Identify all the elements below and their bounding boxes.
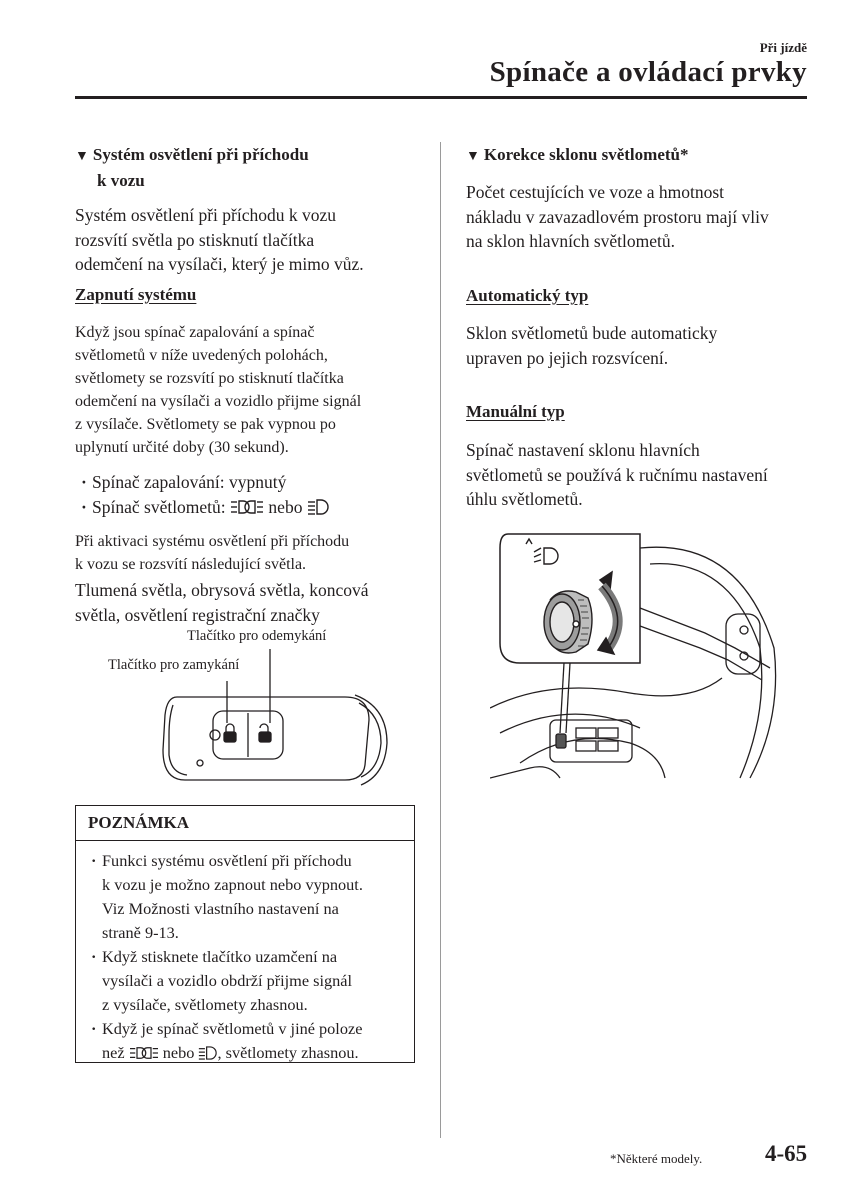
heading-headlight-leveling: ▼ Korekce sklonu světlometů*: [466, 145, 689, 164]
manual-paragraph: Spínač nastavení sklonu hlavních světlometů se používá k ručnímu nastavení úhlu světlometů.: [466, 440, 768, 509]
section-label: Při jízdě: [759, 40, 807, 55]
page-title: Spínače a ovládací prvky: [489, 56, 807, 88]
subheading-activation: Zapnutí systému: [75, 285, 197, 304]
note-box: [75, 805, 415, 1063]
triangle-marker-icon: ▼: [75, 149, 89, 164]
condition-list: [78, 470, 438, 521]
lights-paragraph: Tlumená světla, obrysová světla, koncová světla, osvětlení registrační značky: [75, 580, 369, 625]
label-lock-button: Tlačítko pro zamykání: [108, 657, 240, 673]
intro-paragraph: Systém osvětlení při příchodu k vozu rozsvítí světla po stisknutí tlačítka odemčení na vysílači, který je mimo vůz.: [75, 205, 364, 274]
after-activation-paragraph: Při aktivaci systému osvětlení při příchodu k vozu se rozsvítí následující světla.: [75, 533, 350, 573]
page-number: 4-65: [765, 1141, 808, 1166]
column-divider: [440, 142, 441, 1138]
subheading-automatic: Automatický typ: [466, 286, 589, 305]
activation-paragraph: Když jsou spínač zapalování a spínač světlometů v níže uvedených polohách, světlomety se rozsvítí po stisknutí tlačítka odemčení na vysílači a vozidlo přijme signál z vysílače. Světlomety se pak vypnou po uplynutí určité doby (30 sekund).: [75, 324, 362, 456]
note-item: · Když stisknete tlačítko uzamčení na vysílači a vozidlo obdrží přijme signál z vysílače, světlomety zhasnou.: [88, 945, 406, 1017]
list-item: · Spínač zapalování: vypnutý: [78, 470, 438, 495]
automatic-paragraph: Sklon světlometů bude automaticky upraven po jejich rozsvícení.: [466, 323, 718, 368]
subheading-manual: Manuální typ: [466, 402, 565, 421]
unlock-icon: [259, 724, 271, 742]
low-beam-icon: [307, 497, 329, 522]
note-item: · Když je spínač světlometů v jiné poloze než nebo , světlomety zhasnou.: [88, 1017, 406, 1067]
triangle-marker-icon: ▼: [466, 149, 480, 164]
low-beam-icon: [198, 1043, 217, 1067]
label-unlock-button: Tlačítko pro odemykání: [187, 628, 327, 644]
note-body: [76, 841, 414, 1067]
note-heading: POZNÁMKA: [76, 806, 414, 841]
key-fob-illustration: [155, 645, 395, 795]
header-rule: [75, 96, 807, 99]
note-item: · Funkci systému osvětlení při příchodu k vozu je možno zapnout nebo vypnout. Viz Možnosti vlastního nastavení na straně 9-13.: [88, 849, 406, 945]
parking-light-icon: [230, 497, 264, 522]
parking-light-icon: [129, 1043, 159, 1067]
heading-approach-light: ▼ Systém osvětlení při příchodu k vozu: [75, 145, 309, 190]
footnote: *Některé modely.: [610, 1151, 703, 1166]
list-item: · Spínač světlometů: nebo: [78, 495, 438, 522]
lock-icon: [224, 724, 236, 742]
leveling-intro: Počet cestujících ve voze a hmotnost nákladu v zavazadlovém prostoru mají vliv na sklon hlavních světlometů.: [466, 182, 769, 251]
leveling-switch-illustration: [490, 528, 782, 788]
